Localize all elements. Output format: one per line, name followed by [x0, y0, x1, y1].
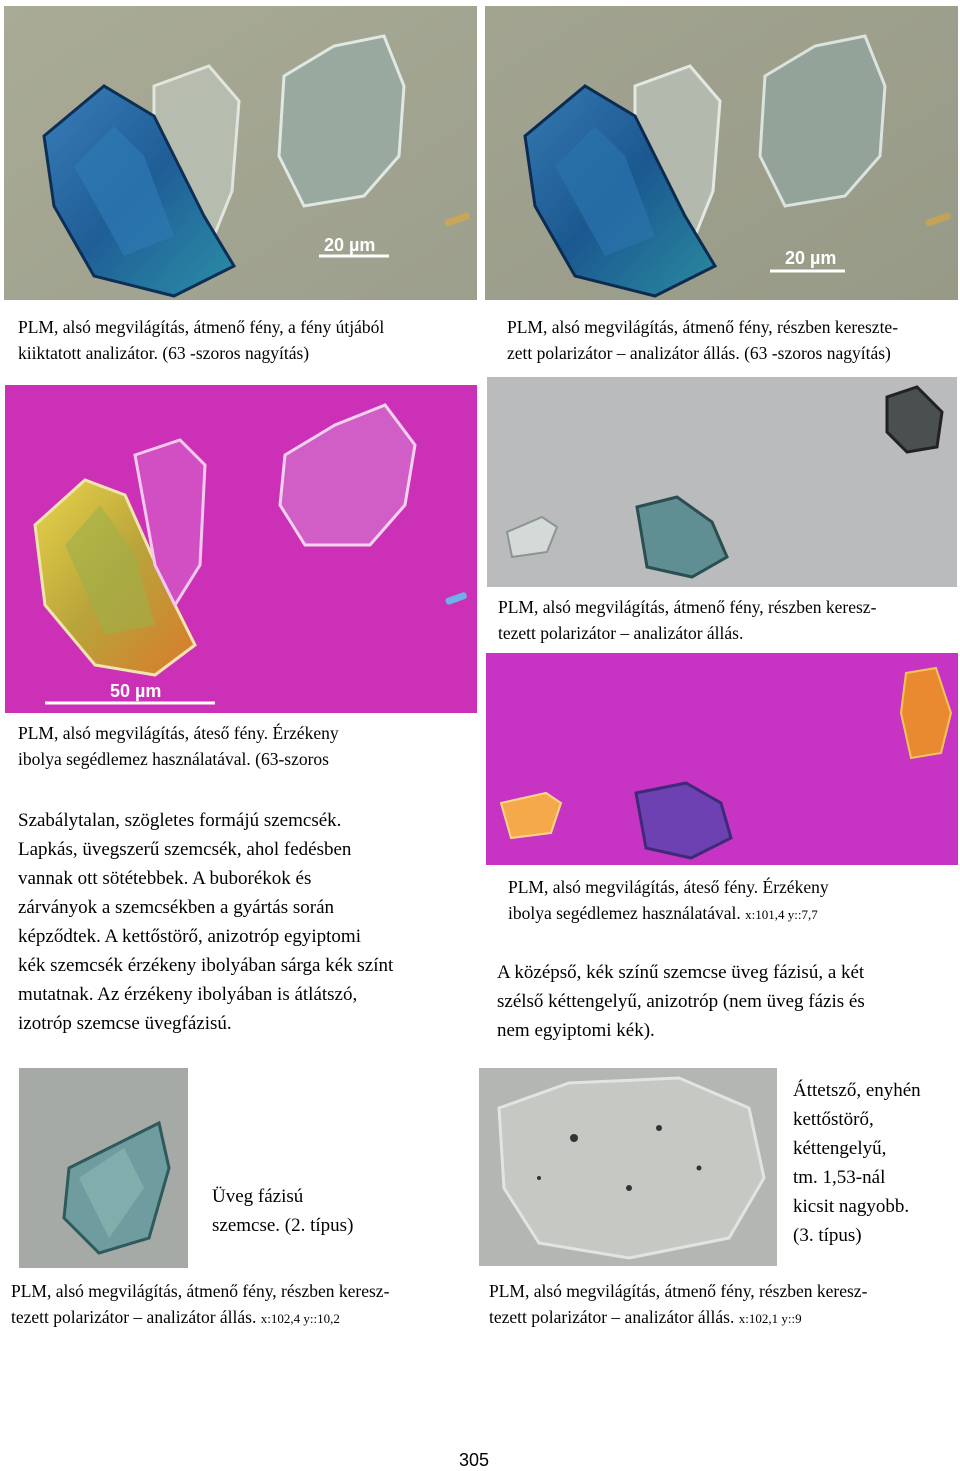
- scale-bar-label-3: 50 µm: [110, 681, 162, 701]
- micrograph-2: [485, 6, 958, 300]
- caption-3-line-1: PLM, alsó megvilágítás, áteső fény. Érzékeny: [18, 723, 339, 743]
- micrograph-5: [486, 653, 958, 865]
- caption-4-line-2: tezett polarizátor – analizátor állás.: [498, 623, 744, 643]
- caption-7: [489, 1278, 959, 1332]
- side-text-7-line: (3. típus): [793, 1225, 862, 1246]
- caption-5: [508, 874, 958, 928]
- scale-bar-label-1: 20 µm: [324, 235, 376, 255]
- paragraph-left-line: Szabálytalan, szögletes formájú szemcsék.: [18, 810, 342, 831]
- caption-1: [18, 314, 478, 366]
- caption-6-line-1: PLM, alsó megvilágítás, átmenő fény, részben keresz-: [11, 1281, 390, 1301]
- caption-6-line-2: [11, 1304, 481, 1332]
- side-text-7: [793, 1076, 958, 1250]
- caption-4: [498, 594, 958, 646]
- caption-1-line-1: PLM, alsó megvilágítás, átmenő fény, a fény útjából: [18, 317, 385, 337]
- side-text-6-line-2: szemcse. (2. típus): [212, 1215, 354, 1236]
- caption-7-line-1: PLM, alsó megvilágítás, átmenő fény, részben keresz-: [489, 1281, 868, 1301]
- paragraph-left-line: izotróp szemcse üvegfázisú.: [18, 1013, 232, 1034]
- micrograph-1: [4, 6, 477, 300]
- paragraph-left-line: képződtek. A kettőstörő, anizotróp egyiptomi: [18, 926, 361, 947]
- caption-2: [507, 314, 957, 366]
- paragraph-right-line: A középső, kék színű szemcse üveg fázisú, a két: [497, 962, 865, 983]
- scale-bar-label-2: 20 µm: [785, 248, 837, 268]
- side-text-7-line: kicsit nagyobb.: [793, 1196, 910, 1217]
- side-text-7-line: kéttengelyű,: [793, 1138, 887, 1159]
- side-text-7-line: kettőstörő,: [793, 1109, 874, 1130]
- caption-7-line-2: [489, 1304, 959, 1332]
- caption-1-line-2: kiiktatott analizátor. (63 -szoros nagyítás): [18, 343, 310, 363]
- micrograph-4: [487, 377, 957, 587]
- caption-5-text: ibolya segédlemez használatával.: [508, 903, 741, 923]
- paragraph-left-line: zárványok a szemcsékben a gyártás során: [18, 897, 334, 918]
- paragraph-right-line: szélső kéttengelyű, anizotróp (nem üveg fázis és: [497, 991, 865, 1012]
- caption-3: [18, 720, 478, 772]
- side-text-6: [212, 1182, 442, 1240]
- caption-2-line-2: zett polarizátor – analizátor állás. (63 -szoros nagyítás): [507, 343, 891, 363]
- caption-4-line-1: PLM, alsó megvilágítás, átmenő fény, részben keresz-: [498, 597, 877, 617]
- caption-5-line-1: PLM, alsó megvilágítás, áteső fény. Érzékeny: [508, 877, 829, 897]
- side-text-7-line: Áttetsző, enyhén: [793, 1080, 921, 1101]
- paragraph-right: [497, 958, 957, 1045]
- side-text-7-line: tm. 1,53-nál: [793, 1167, 886, 1188]
- micrograph-6: [19, 1068, 188, 1268]
- caption-5-coords: x:101,4 y::7,7: [745, 907, 818, 922]
- paragraph-left-line: vannak ott sötétebbek. A buborékok és: [18, 868, 312, 889]
- paragraph-left-line: Lapkás, üvegszerű szemcsék, ahol fedésben: [18, 839, 352, 860]
- caption-6-text: tezett polarizátor – analizátor állás.: [11, 1307, 257, 1327]
- caption-6: [11, 1278, 481, 1332]
- micrograph-3: [5, 385, 477, 713]
- caption-5-line-2: [508, 900, 958, 928]
- caption-6-coords: x:102,4 y::10,2: [260, 1311, 340, 1326]
- micrograph-7: [479, 1068, 777, 1266]
- caption-2-line-1: PLM, alsó megvilágítás, átmenő fény, részben kereszte-: [507, 317, 899, 337]
- paragraph-left: [18, 806, 483, 1038]
- caption-7-text: tezett polarizátor – analizátor állás.: [489, 1307, 735, 1327]
- caption-3-line-2: ibolya segédlemez használatával. (63-szoros: [18, 749, 329, 769]
- paragraph-left-line: mutatnak. Az érzékeny ibolyában is átlátszó,: [18, 984, 358, 1005]
- side-text-6-line-1: Üveg fázisú: [212, 1186, 304, 1207]
- caption-7-coords: x:102,1 y::9: [738, 1311, 802, 1326]
- page-number: 305: [459, 1450, 490, 1470]
- paragraph-right-line: nem egyiptomi kék).: [497, 1020, 655, 1041]
- paragraph-left-line: kék szemcsék érzékeny ibolyában sárga kék színt: [18, 955, 394, 976]
